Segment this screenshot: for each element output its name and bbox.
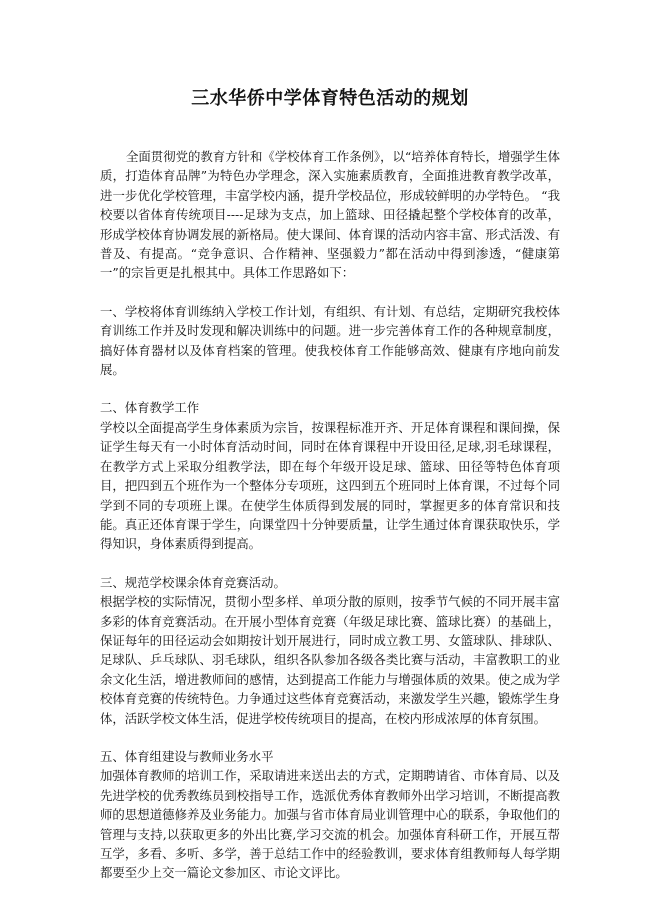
section-2-paragraph: 学校以全面提高学生身体素质为宗旨，按课程标准开齐、开足体育课程和课间操，保证学生每天有一小时体育活动时间，同时在体育课程中开设田径,足球,羽毛球课程，在教学方式上采取分组教学法，即在每个年级开设足球、篮球、田径等特色体育项目，把四到五个班作为一个整体分专项班，这四到五个班同时上体育课，不过每个同学到不同的专项班上课。在使学生体质得到发展的同时，掌握更多的体育常识和技能。真正还体育课于学生，向课堂四十分钟要质量，让学生通过体育课获取快乐，学得知识，身体素质得到提高。 (100, 419, 560, 552)
paragraph-spacer (100, 728, 560, 747)
section-1-paragraph: 一、学校将体育训练纳入学校工作计划，有组织、有计划、有总结，定期研究我校体育训练工作并及时发现和解决训练中的问题。进一步完善体育工作的各种规章制度，搞好体育器材以及体育档案的管理。使我校体育工作能够高效、健康有序地向前发展。 (100, 303, 560, 378)
section-2-heading: 二、体育教学工作 (100, 400, 200, 416)
intro-paragraph: 全面贯彻党的教育方针和《学校体育工作条例》，以“培养体育特长，增强学生体质，打造体育品牌”为特色办学理念，深入实施素质教育，全面推进教育教学改革，进一步优化学校管理，丰富学校内涵，提升学校品位，形成较鲜明的办学特色。 “我校要以省体育传统项目----足球为支点，加上篮球、田径撬起整个学校体育的改革，形成学校体育协调发展的新格局。使大课间、体育课的活动内容丰富、形式活泼、有普及、有提高。“竞争意识、合作精神、坚强毅力”都在活动中得到渗透，“健康第一”的宗旨更是扎根其中。具体工作思路如下： (100, 149, 560, 281)
section-5-heading: 五、体育组建设与教师业务水平 (100, 748, 274, 764)
section-5-paragraph: 加强体育教师的培训工作，采取请进来送出去的方式，定期聘请省、市体育局、以及先进学校的优秀教练员到校指导工作，选派优秀体育教师外出学习培训，不断提高教师的思想道德修养及业务能力。加强与省市体育局业训管理中心的联系，争取他们的管理与支持,以获取更多的外出比赛,学习交流的机会。加强体育科研工作，开展互帮互学，多看、多听、多学，善于总结工作中的经验教训，要求体育组教师每人每学期都要至少上交一篇论文参加区、市论文评比。 (100, 768, 560, 881)
section-3-paragraph: 根据学校的实际情况，贯彻小型多样、单项分散的原则，按季节气候的不同开展丰富多彩的体育竞赛活动。在开展小型体育竞赛（年级足球比赛、篮球比赛）的基础上，保证每年的田径运动会如期按计划开展进行，同时成立教工男、女篮球队、排球队、足球队、乒乓球队、羽毛球队，组织各队参加各级各类比赛与活动，丰富教职工的业余文化生活，增进教师间的感情，达到提高工作能力与增强体质的效果。使之成为学校体育竞赛的传统特色。力争通过这些体育竞赛活动，来激发学生兴趣，锻炼学生身体，活跃学校文体生活，促进学校传统项目的提高，在校内形成浓厚的体育氛围。 (100, 594, 560, 726)
paragraph-spacer (100, 283, 560, 302)
paragraph-spacer (100, 379, 560, 398)
section-3-heading: 三、规范学校课余体育竞赛活动。 (100, 574, 286, 590)
paragraph-spacer (100, 554, 560, 573)
document-title: 三水华侨中学体育特色活动的规划 (191, 88, 469, 109)
